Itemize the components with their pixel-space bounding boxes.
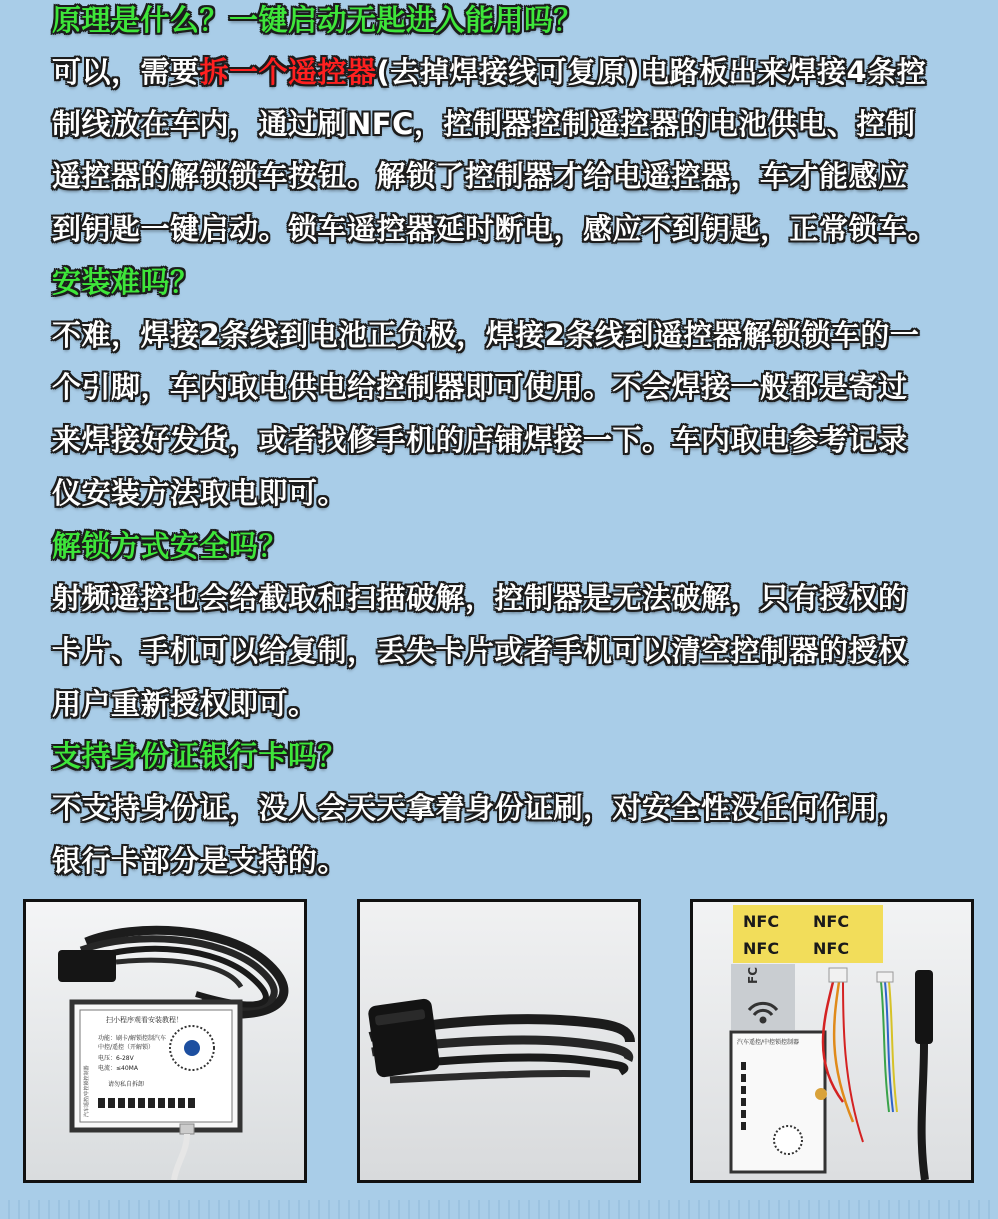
nfc-stickers bbox=[733, 905, 883, 963]
product-photo-controller bbox=[23, 899, 307, 1183]
nfc-sticker-3: NFC bbox=[743, 939, 780, 958]
answer-install-line-4: 仪安装方法取电即可。 bbox=[52, 476, 348, 510]
controller-box-image bbox=[26, 902, 304, 1180]
product-photo-module bbox=[357, 899, 641, 1183]
nfc-sticker-4: NFC bbox=[813, 939, 850, 958]
answer-idcard-line-2: 银行卡部分是支持的。 bbox=[52, 844, 348, 878]
box-voltage-text: 电压：6-28V bbox=[98, 1055, 134, 1062]
answer-install-line-3: 来焊接好发货，或者找修手机的店铺焊接一下。车内取电参考记录 bbox=[52, 423, 908, 457]
box-title-text: 扫小程序观看安装教程！ bbox=[106, 1016, 183, 1024]
box-func-text: 功能：刷卡/解锁控制汽车 bbox=[98, 1035, 167, 1042]
nfc-card-text: FC bbox=[746, 966, 760, 984]
product-photo-kit bbox=[690, 899, 974, 1183]
kit-image bbox=[693, 902, 971, 1180]
answer-principle-prefix: 可以，需要 bbox=[52, 55, 200, 89]
answer-install-line-1: 不难，焊接2条线到电池正负极，焊接2条线到遥控器解锁锁车的一 bbox=[52, 318, 920, 352]
answer-security-line-2: 卡片、手机可以给复制，丢失卡片或者手机可以清空控制器的授权 bbox=[52, 634, 908, 668]
bottom-divider bbox=[0, 1200, 998, 1219]
question-security: 解锁方式安全吗？ bbox=[52, 529, 289, 563]
answer-principle-highlight: 拆一个遥控器 bbox=[199, 55, 377, 89]
kit-box-label: 汽车遥控/中控锁控制器 bbox=[737, 1039, 800, 1046]
answer-idcard-line-1: 不支持身份证，没人会天天拿着身份证刷，对安全性没任何作用， bbox=[52, 791, 908, 825]
nfc-sticker-2: NFC bbox=[813, 912, 850, 931]
box-side-label: 汽车遥控/中控锁控制器 bbox=[84, 1065, 90, 1117]
answer-install-line-2: 个引脚，车内取电供电给控制器即可使用。不会焊接一般都是寄过 bbox=[52, 370, 908, 404]
box-current-text: 电流：≤40MA bbox=[98, 1065, 138, 1072]
module-cable-image bbox=[360, 902, 638, 1180]
answer-principle-suffix: (去掉焊接线可复原)电路板出来焊接4条控 bbox=[376, 55, 927, 89]
answer-security-line-1: 射频遥控也会给截取和扫描破解，控制器是无法破解，只有授权的 bbox=[52, 581, 908, 615]
box-func-text-2: 中控/遥控（开解锁） bbox=[98, 1044, 155, 1051]
question-principle: 原理是什么？一键启动无匙进入能用吗？ bbox=[52, 3, 584, 37]
question-idcard: 支持身份证银行卡吗？ bbox=[52, 739, 348, 773]
nfc-sticker-1: NFC bbox=[743, 912, 780, 931]
answer-security-line-3: 用户重新授权即可。 bbox=[52, 687, 318, 721]
answer-principle-line-4: 到钥匙一键启动。锁车遥控器延时断电，感应不到钥匙，正常锁车。 bbox=[52, 212, 938, 246]
question-install: 安装难吗？ bbox=[52, 265, 200, 299]
answer-principle-line-3: 遥控器的解锁锁车按钮。解锁了控制器才给电遥控器，车才能感应 bbox=[52, 159, 908, 193]
box-warning-text: 请勿私自拆卸 bbox=[108, 1081, 145, 1088]
answer-principle-line-2: 制线放在车内，通过刷NFC，控制器控制遥控器的电池供电、控制 bbox=[52, 107, 916, 141]
answer-principle-line-1 bbox=[52, 46, 926, 98]
